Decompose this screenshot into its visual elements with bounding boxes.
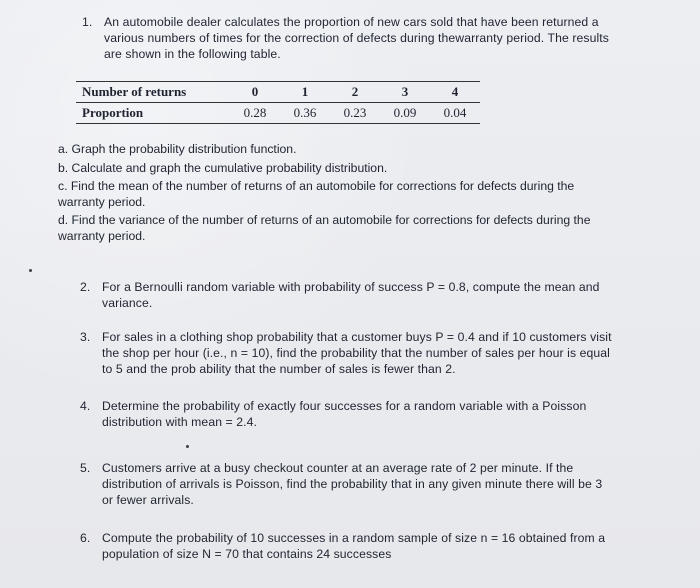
- question-number: 6.: [80, 531, 91, 545]
- question-number: 3.: [80, 330, 91, 344]
- table-cell: 1: [280, 82, 330, 103]
- question-line: distribution with mean = 2.4.: [102, 415, 257, 429]
- scan-dot: [29, 269, 32, 272]
- question-line: are shown in the following table.: [104, 47, 281, 61]
- table-cell: Number of returns: [76, 82, 230, 103]
- question-line: various numbers of times for the correction of defects during thewarranty period. The results: [104, 31, 609, 45]
- question-line: variance.: [102, 296, 153, 310]
- table-cell: 0.28: [230, 103, 280, 124]
- question-line: For a Bernoulli random variable with probability of success P = 0.8, compute the mean and: [102, 280, 600, 294]
- table-cell: 0: [230, 82, 280, 103]
- question-line: Compute the probability of 10 successes in a random sample of size n = 16 obtained from a: [102, 531, 606, 545]
- question-line: For sales in a clothing shop probability that a customer buys P = 0.4 and if 10 customers visit: [102, 330, 612, 344]
- table-row: [76, 82, 480, 103]
- table-cell: 0.04: [430, 103, 480, 124]
- question-line: to 5 and the prob ability that the number of sales is fewer than 2.: [102, 362, 456, 376]
- question-line: An automobile dealer calculates the proportion of new cars sold that have been returned a: [104, 15, 599, 29]
- question-line: the shop per hour (i.e., n = 10), find the probability that the number of sales per hour is equal: [102, 346, 610, 360]
- table-cell: 0.09: [380, 103, 430, 124]
- subpart-b: b. Calculate and graph the cumulative probability distribution.: [58, 161, 388, 175]
- scan-dot: [186, 445, 189, 448]
- table-cell: 0.36: [280, 103, 330, 124]
- table-row: [76, 103, 480, 124]
- question-line: or fewer arrivals.: [102, 493, 194, 507]
- returns-table: [76, 81, 480, 124]
- question-line: distribution of arrivals is Poisson, find the probability that in any given minute there will be 3: [102, 477, 603, 491]
- subpart-a: a. Graph the probability distribution function.: [58, 142, 297, 156]
- subpart-c: c. Find the mean of the number of returns of an automobile for corrections for defects during the: [58, 179, 575, 193]
- table-cell: 2: [330, 82, 380, 103]
- question-line: Customers arrive at a busy checkout counter at an average rate of 2 per minute. If the: [102, 461, 574, 475]
- question-number: 2.: [80, 280, 91, 294]
- subpart-c-cont: warranty period.: [58, 195, 146, 209]
- question-number: 5.: [80, 461, 91, 475]
- question-number: 1.: [82, 15, 93, 29]
- table-cell: 3: [380, 82, 430, 103]
- subpart-d: d. Find the variance of the number of returns of an automobile for corrections for defects during the: [58, 213, 591, 227]
- table-cell: Proportion: [76, 103, 230, 124]
- table-cell: 4: [430, 82, 480, 103]
- question-line: Determine the probability of exactly four successes for a random variable with a Poisson: [102, 399, 587, 413]
- question-number: 4.: [80, 399, 91, 413]
- question-line: population of size N = 70 that contains 24 successes: [102, 547, 392, 561]
- subpart-d-cont: warranty period.: [58, 229, 146, 243]
- table-cell: 0.23: [330, 103, 380, 124]
